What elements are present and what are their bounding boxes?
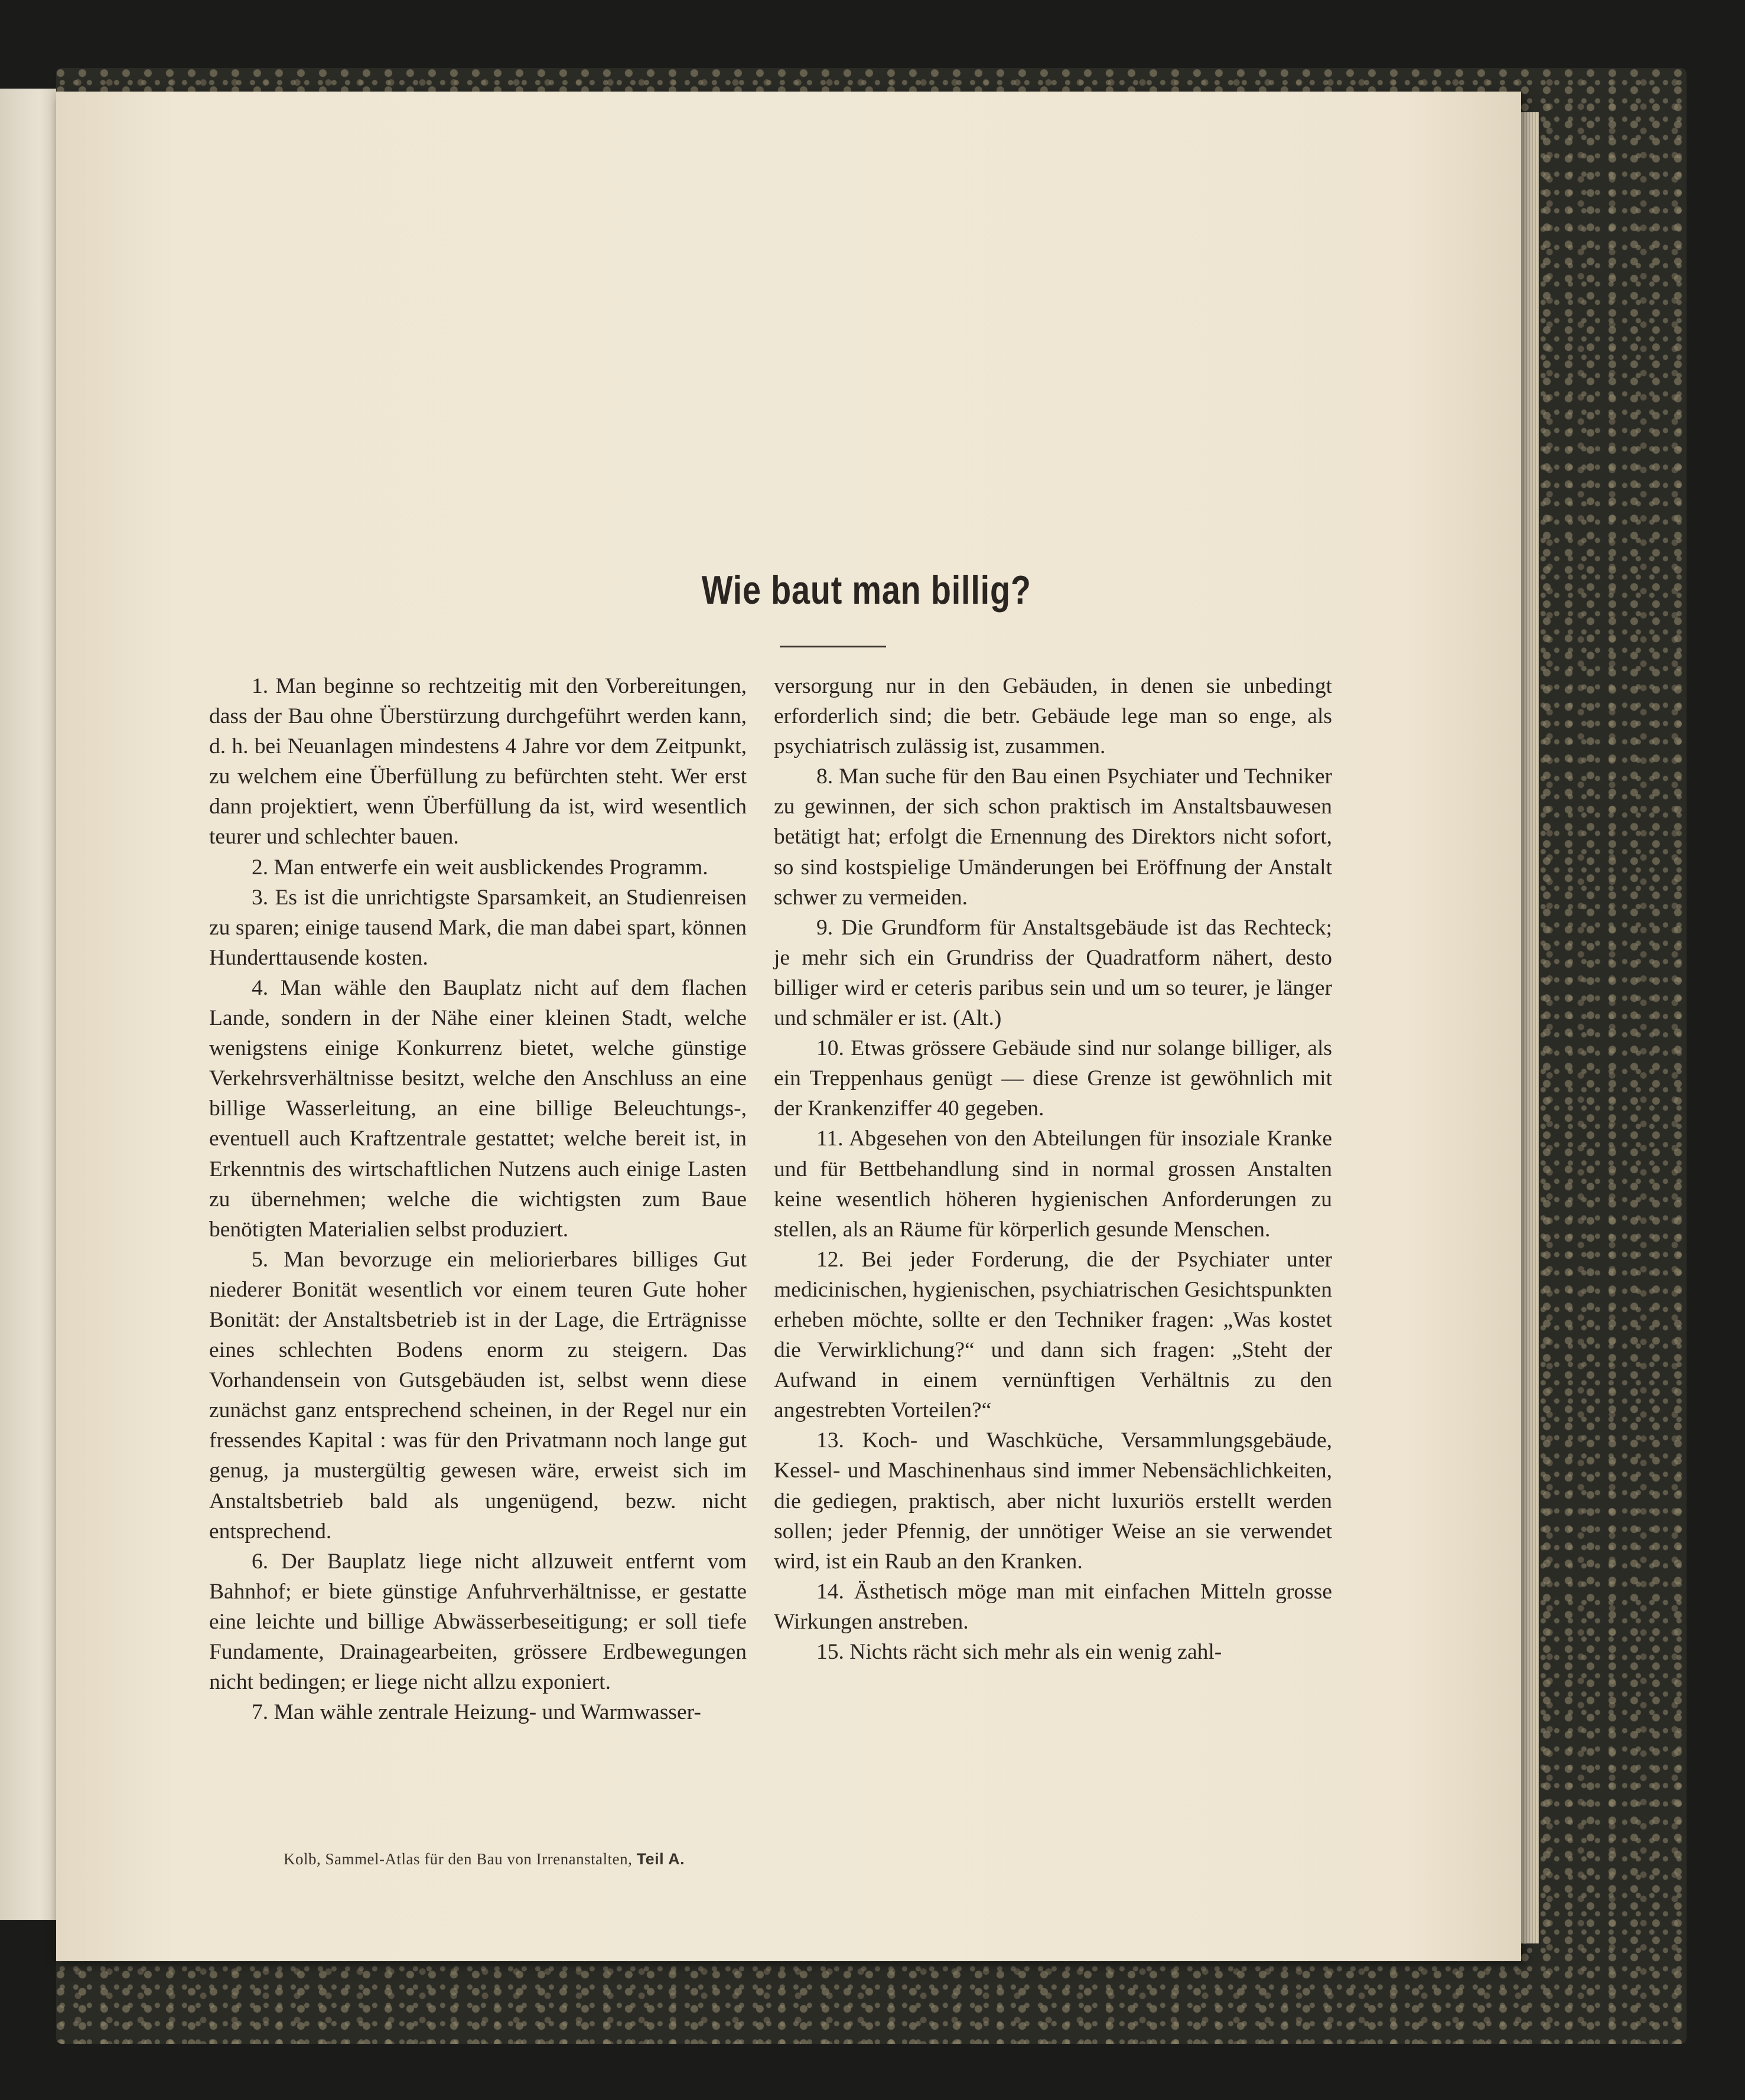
paragraph: 15. Nichts rächt sich mehr als ein wenig zahl- [816, 1640, 1222, 1664]
left-page-edge [0, 89, 65, 1920]
page-title: Wie baut man billig? [701, 568, 1031, 613]
paragraph: 8. Man suche für den Bau einen Psychiater und Techniker zu gewinnen, der sich schon praktisch im Anstaltsbauwesen betätigt hat; erfolgt die Ernennung des Direktors nicht sofort, so sind kostspielige Umänderungen bei Eröffnung der Anstalt schwer zu vermeiden. [774, 764, 1332, 910]
footer-text: Kolb, Sammel-Atlas für den Bau von Irrenanstalten, [284, 1850, 633, 1868]
paragraph: 6. Der Bauplatz liege nicht allzuweit entfernt vom Bahnhof; er biete günstige Anfuhrverhältnisse, er gestatte eine leichte und billige Abwässerbeseitigung; er soll tiefe Fundamente, Drainagearbeiten, grössere Erdbewegungen nicht bedingen; er liege nicht allzu exponiert. [209, 1549, 747, 1695]
right-column [774, 671, 1332, 1667]
left-column [209, 671, 747, 1727]
paragraph: 5. Man bevorzuge ein meliorierbares billiges Gut niederer Bonität wesentlich vor einem teuren Gute hoher Bonität: der Anstaltsbetrieb ist in der Lage, die Erträgnisse eines schlechten Bodens enorm zu steigern. Das Vorhandensein von Gutsgebäuden ist, selbst wenn diese zunächst ganz entsprechend scheinen, in der Regel nur ein fressendes Kapital : was für den Privatmann noch lange gut genug, ja mustergültig gewesen wäre, erweist sich im Anstaltsbetrieb bald als ungenügend, bezw. nicht entsprechend. [209, 1247, 747, 1544]
paragraph: 4. Man wähle den Bauplatz nicht auf dem flachen Lande, sondern in der Nähe einer kleinen Stadt, welche wenigstens einige Konkurrenz bietet, welche günstige Verkehrsverhältnisse besitzt, welche den Anschluss an eine billige Wasserleitung, an eine billige Beleuchtungs-, eventuell auch Kraftzentrale gestattet; welche bereit ist, in Erkenntnis des wirtschaftlichen Nutzens auch einige Lasten zu übernehmen; welche die wichtigsten zum Baue benötigten Materialien selbst produziert. [209, 975, 747, 1242]
paragraph: 9. Die Grundform für Anstaltsgebäude ist das Rechteck; je mehr sich ein Grundriss der Quadratform nähert, desto billiger wird er ceteris paribus sein und um so teurer, je länger und schmäler er ist. (Alt.) [774, 915, 1332, 1031]
paragraph: 12. Bei jeder Forderung, die der Psychiater unter medicinischen, hygienischen, psychiatrischen Gesichtspunkten erheben möchte, sollte er den Techniker fragen: „Was kostet die Verwirklichung?“ und dann sich fragen: „Steht der Aufwand in einem vernünftigen Verhältnis zu den angestrebten Vorteilen?“ [774, 1247, 1332, 1423]
paragraph: 14. Ästhetisch möge man mit einfachen Mitteln grosse Wirkungen anstreben. [774, 1579, 1332, 1634]
paragraph: 10. Etwas grössere Gebäude sind nur solange billiger, als ein Treppenhaus genügt — diese Grenze ist gewöhnlich mit der Krankenziffer 40 gegeben. [774, 1036, 1332, 1121]
paragraph: 7. Man wähle zentrale Heizung- und Warmwasser- [252, 1700, 701, 1725]
page-stack-edge [1521, 112, 1539, 1943]
paragraph: 13. Koch- und Waschküche, Versammlungsgebäude, Kessel- und Maschinenhaus sind immer Nebensächlichkeiten, die gediegen, praktisch, aber nicht luxuriös erstellt werden sollen; jeder Pfennig, der unnötiger Weise an sie verwendet wird, ist ein Raub an den Kranken. [774, 1428, 1332, 1574]
page-footer [284, 1850, 756, 1868]
paragraph: versorgung nur in den Gebäuden, in denen sie unbedingt erforderlich sind; die betr. Gebäude lege man so enge, als psychiatrisch zulässig ist, zusammen. [774, 674, 1332, 759]
footer-part: Teil A. [636, 1850, 685, 1868]
paragraph: 11. Abgesehen von den Abteilungen für insoziale Kranke und für Bettbehandlung sind in normal grossen Anstalten keine wesentlich höheren hygienischen Anforderungen zu stellen, als an Räume für körperlich gesunde Menschen. [774, 1126, 1332, 1242]
paragraph: 1. Man beginne so rechtzeitig mit den Vorbereitungen, dass der Bau ohne Überstürzung durchgeführt werden kann, d. h. bei Neuanlagen mindestens 4 Jahre vor dem Zeitpunkt, zu welchem eine Überfüllung zu befürchten steht. Wer erst dann projektiert, wenn Überfüllung da ist, wird wesentlich teurer und schlechter bauen. [209, 674, 747, 849]
paragraph: 3. Es ist die unrichtigste Sparsamkeit, an Studienreisen zu sparen; einige tausend Mark, die man dabei spart, können Hunderttausende kosten. [209, 885, 747, 970]
title-rule [780, 646, 886, 647]
paragraph: 2. Man entwerfe ein weit ausblickendes Programm. [252, 855, 708, 880]
